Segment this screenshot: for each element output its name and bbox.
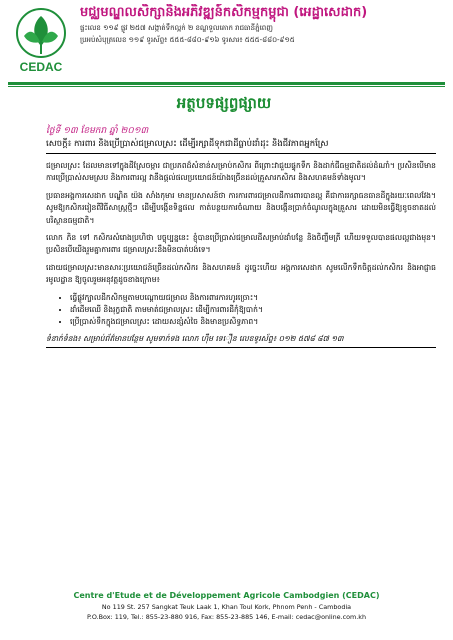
list-item: • ធ្វើផ្លូវក្បាលដីកសិកម្មតាមបណ្តោយជម្រាល និងការពារការហូរច្រោះ។ xyxy=(70,292,436,304)
paragraph-4: ដោយជម្រាលស្រះមានសារៈប្រយោជន៍ច្រើនដល់កសិករ និងសហគមន៍ ដូច្នេះហើយ អង្គការសេដាក សូមលើកទឹកចិត្តដល់កសិករ និងអាជ្ញាធរមូលដ្ឋាន ឱ្យចូលរួមអនុវត្តដូចខាងក្រោម៖ xyxy=(46,262,436,285)
list-item: • ប្រើប្រាស់ទឹកក្នុងជម្រាលស្រះ ដោយសន្សំសំចៃ និងមានប្រសិទ្ធភាព។ xyxy=(70,316,436,328)
header-rule-thin xyxy=(8,86,445,87)
org-address: ផ្ទះលេខ ១១៩ ផ្លូវ ២៥៧ សង្កាត់ទឹកល្អក់ ២ ខណ្ឌទួលគោក រាជធានីភ្នំពេញ xyxy=(80,24,273,32)
footer xyxy=(0,590,453,622)
footer-contact: P.O.Box: 119, Tel.: 855-23-880 916, Fax: 855-23-885 146, E-mail: cedac@online.com.kh xyxy=(86,613,367,621)
list-item: • ដាំដើមឈើ និងរុក្ខជាតិ តាមមាត់ជម្រាលស្រះ ដើម្បីការពារដីកុំឱ្យបាក់។ xyxy=(70,304,436,316)
logo-text: CEDAC xyxy=(19,60,63,74)
org-contact: ប្រអប់សំបុត្រលេខ ១១៩ ទូរស័ព្ទ៖ ៥៥៥-៨៨០-៩១៦ ទូរសារ៖ ៥៥៥-៨៨០-៩១៥ xyxy=(80,36,295,44)
article-subject: សេចក្តី៖ ការពារ និងប្រើប្រាស់ជម្រាលស្រះ ដើម្បីរក្សាដីទុកជាដីធ្លាប់ដាំដុះ និងជីវភាពអ្នកស្រែ xyxy=(46,138,436,154)
paragraph-3: លោក ភិន ទៅ កសិករសំរោងប្រហិថា បច្ចុប្បន្ននេះ ខ្ញុំបានប្រើប្រាស់ជម្រាលដីសម្រាប់ដាំបន្លែ និងចិញ្ចឹមត្រី ហើយទទួលបានផលល្អជាងមុន។ ប្រសិនបើយើងរួមគ្នាការពារ ជម្រាលស្រះនឹងមិនបាត់បង់ទេ។ xyxy=(46,233,436,255)
article-date: ថ្ងៃទី ១៣ ខែមករា ឆ្នាំ ២០១៣ xyxy=(46,126,149,136)
article-body xyxy=(46,138,436,348)
paragraph-1: ជម្រាលស្រះ ដែលមានទៅក្នុងដីស្រែចម្ការ ជាប្រភពដ៏សំខាន់សម្រាប់កសិករ ពីព្រោះវាជួយផ្ទុកទឹក និងដាក់ជីធម្មជាតិដល់ដំណាំ។ ប្រសិនបើមានការប្រើប្រាស់សមស្រប និងការពារល្អ វានឹងផ្តល់ផលប្រយោជន៍យ៉ាងច្រើនដល់គ្រួសារកសិករ និងសហគមន៍ទាំងមូល។ xyxy=(46,161,436,183)
contact-line: ទំនាក់ទំនង៖ សម្រាប់ព័ត៌មានបន្ថែម សូមទាក់ទង លោក ហ៊ឹម ទេឿន លេខទូរស័ព្ទ៖ ០១២ ៥៧៨ ៨៧ ១៣ xyxy=(46,333,436,348)
footer-title: Centre d'Etude et de Développement Agricole Cambodgien (CEDAC) xyxy=(73,591,380,600)
letterhead xyxy=(0,0,453,82)
cedac-logo xyxy=(10,6,72,76)
footer-address: No 119 St. 257 Sangkat Teuk Laak 1, Khan Toul Kork, Phnom Penh - Cambodia xyxy=(101,603,352,611)
paragraph-2: ប្រធានអង្គការសេដាក បណ្ឌិត យ៉ង សាំងកុមារ មានប្រសាសន៍ថា ការការពារជម្រាលដីការពារបានល្អ គឺជាការរក្សាធនធានដីក្នុងរយៈពេលវែង។ សូមឱ្យកសិកររៀនពីវិធីសាស្ត្រថ្មីៗ ដើម្បីបង្កើនទិន្នផល កាត់បន្ថយការចំណាយ និងបង្កើនប្រាក់ចំណូលក្នុងគ្រួសារ ដោយមិនធ្វើឱ្យខូចខាតដល់បរិស្ថានធម្មជាតិ។ xyxy=(46,190,436,225)
recommendation-list xyxy=(46,292,436,329)
header-rule xyxy=(8,82,445,85)
org-name: មជ្ឈមណ្ឌលសិក្សានិងអភិវឌ្ឍន៍កសិកម្មកម្ពុជា (អេដ្ឋាសេដាក) xyxy=(80,5,368,20)
banner-title: អត្ថបទផ្សព្វផ្សាយ xyxy=(176,94,272,112)
